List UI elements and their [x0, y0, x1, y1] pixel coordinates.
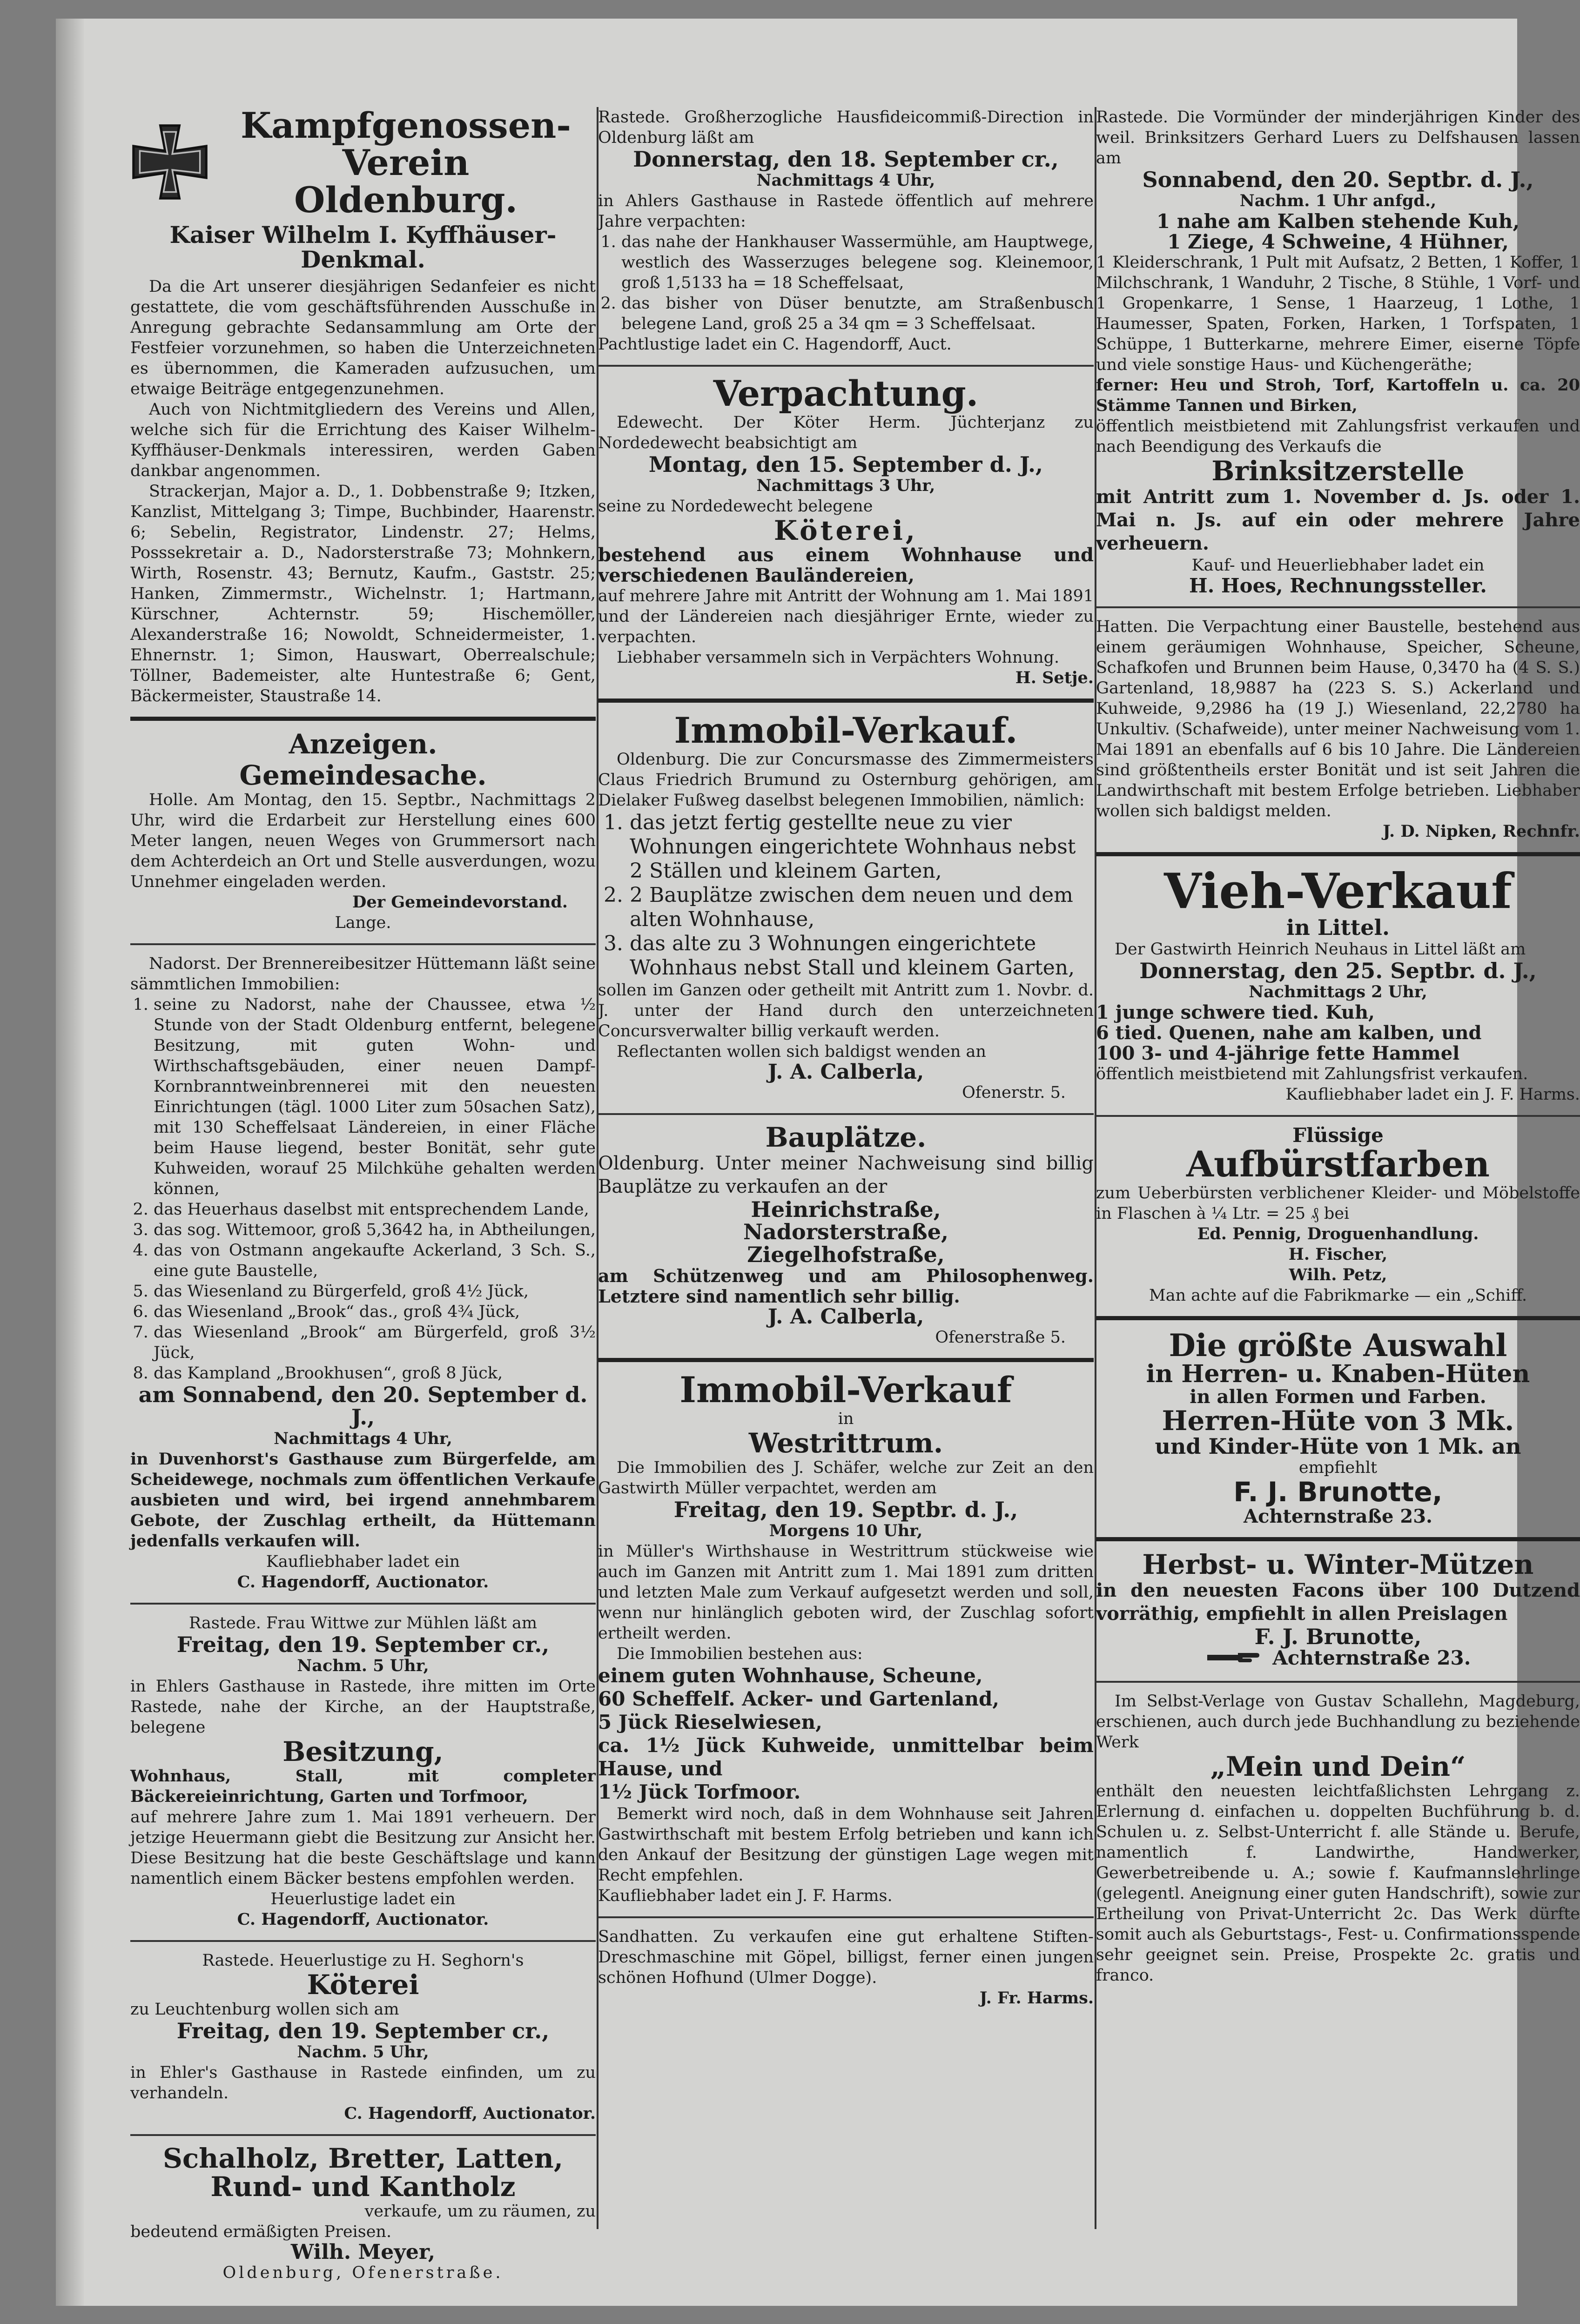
ad-text: sollen im Ganzen oder getheilt mit Antritt zum 1. Novbr. d. J. unter der Hand durch den unterzeichneten Concursverwalter billig verkauft werden.	[598, 981, 1094, 1041]
ad-text: in den neuesten Facons über 100 Dutzend vorräthig, empfiehlt in allen Preislagen	[1096, 1579, 1580, 1625]
ad-date: Donnerstag, den 18. September cr.,	[633, 147, 1059, 172]
ad-gemeindesache	[130, 730, 596, 933]
ad-signature: Kaufliebhaber ladet ein J. F. Harms.	[598, 1886, 893, 1905]
ad-heading: in Littel.	[1286, 915, 1390, 940]
list-item: 1. das nahe der Hankhauser Wassermühle, am Hauptwege, westlich des Wasserzuges belegene sog. Kleinemoor, groß 1,5133 ha = 18 Scheffelsaat,	[621, 232, 1094, 293]
ad-text: Rastede. Frau Wittwe zur Mühlen läßt am	[188, 1613, 538, 1632]
ad-huete	[1096, 1327, 1580, 1527]
ad-text: Sandhatten. Zu verkaufen eine gut erhaltene Stiften-Dreschmaschine mit Göpel, billigst, ferner einen jungen schönen Hofhund (Ulmer Dogge).	[598, 1927, 1094, 1987]
ad-signature: Der Gemeindevorstand.	[352, 893, 568, 912]
ad-text: empfiehlt	[1298, 1458, 1378, 1477]
list-item: 3. das sog. Wittemoor, groß 5,3642 ha, in Abtheilungen,	[154, 1220, 596, 1240]
ad-pretitle: Flüssige	[1292, 1123, 1384, 1147]
ad-text: bestehend aus einem Wohnhause und verschiedenen Bauländereien,	[598, 544, 1094, 587]
ad-text: ferner: Heu und Stroh, Torf, Kartoffeln u. ca. 20 Stämme Tannen und Birken,	[1096, 376, 1580, 416]
ad-text: Rastede. Großherzogliche Hausfideicommiß-Direction in Oldenburg läßt am	[598, 108, 1094, 147]
divider	[130, 2134, 596, 2136]
ad-title: Vieh-Verkauf	[1164, 862, 1512, 920]
ad-signature: J. D. Nipken, Rechnfr.	[1383, 822, 1580, 841]
list-item: 1½ Jück Torfmoor.	[598, 1780, 801, 1803]
ad-rastede-koeterei	[130, 1950, 596, 2124]
ad-time: Nachm. 5 Uhr,	[297, 1656, 429, 1676]
ad-address: Oldenburg, Ofenerstraße.	[222, 2263, 504, 2282]
ad-text: Man achte auf die Fabrikmarke — ein „Schiff.	[1149, 1286, 1527, 1305]
ad-title: Immobil-Verkauf	[679, 1369, 1012, 1411]
column-right	[1096, 107, 1580, 2229]
ad-verpachtung	[598, 375, 1094, 688]
list-item: 5. das Wiesenland zu Bürgerfeld, groß 4½ Jück,	[154, 1281, 596, 1302]
list-item: 6. das Wiesenland „Brook“ das., groß 4¾ Jück,	[154, 1302, 596, 1322]
ad-heading: Westrittrum.	[748, 1427, 943, 1459]
ad-text: Wohnhaus, Stall, mit completer Bäckereieinrichtung, Garten und Torfmoor,	[130, 1766, 596, 1806]
ad-text: mit Antritt zum 1. November d. Js. oder 1. Mai n. Js. auf ein oder mehrere Jahre verheuern.	[1096, 486, 1580, 555]
list-item: 1 nahe am Kalben stehende Kuh,	[1156, 210, 1520, 233]
ad-text: bedeutend ermäßigten Preisen.	[130, 2222, 392, 2241]
ad-text: Holle. Am Montag, den 15. Septbr., Nachmittags 2 Uhr, wird die Erdarbeit zur Herstellung eines 600 Meter langen, neuen Weges von Grummersort nach dem Achterdeich an Ort und Stelle ausverdungen, wozu Unnehmer eingeladen werden.	[130, 791, 596, 892]
ad-title: Gemeindesache.	[239, 759, 487, 792]
divider	[598, 699, 1094, 703]
ad-date: Donnerstag, den 25. Septbr. d. J.,	[1139, 958, 1537, 983]
ad-heading: Herren-Hüte von 3 Mk.	[1162, 1404, 1514, 1437]
ad-text: Rastede. Die Vormünder der minderjährigen Kinder des weil. Brinksitzers Gerhard Luers zu Delfshausen lassen am	[1096, 108, 1580, 168]
divider	[1096, 1115, 1580, 1117]
ad-text: verkaufe, um zu räumen, zu	[364, 2202, 596, 2221]
ad-text: zu Leuchtenburg wollen sich am	[130, 2000, 399, 2019]
ad-address: Achternstraße 23.	[1244, 1505, 1432, 1527]
divider	[1096, 852, 1580, 856]
divider	[598, 1113, 1094, 1115]
ad-title: Aufbürstfarben	[1186, 1143, 1490, 1185]
street-name: Nadorsterstraße,	[743, 1219, 948, 1245]
ad-time: Nachmittags 2 Uhr,	[1249, 982, 1427, 1001]
ad-signature: H. Setje.	[1015, 668, 1094, 688]
ad-date: Freitag, den 19. Septbr. d. J.,	[673, 1497, 1018, 1522]
ad-text: enthält den neuesten leichtfaßlichsten Lehrgang z. Erlernung d. einfachen u. doppelten Buchführung b. d. Schulen u. z. Selbst-Unterricht f. alle Stände u. Berufe, namentlich f. Landwirthe, Handwerker, Gewerbetreibende u. A.; sowie f. Kaufmannslehrlinge (gelegentl. Aneignung einer guten Handschrift), sowie zur Ertheilung von Privat-Unterricht 2c. Das Werk dürfte somit auch als Geburtstags-, Fest- u. Confirmationsspende sehr geeignet sein. Preise, Prospekte 2c. gratis und franco.	[1096, 1781, 1580, 1985]
ad-text: öffentlich meistbietend mit Zahlungsfrist verkaufen und nach Beendigung des Verkaufs die	[1096, 417, 1580, 457]
ad-signature: Lange.	[335, 913, 391, 933]
ad-title: Rund- und Kantholz	[210, 2171, 516, 2203]
ad-title: Bauplätze.	[765, 1122, 927, 1154]
ad-signature: F. J. Brunotte,	[1254, 1624, 1422, 1649]
list-item: 5 Jück Rieselwiesen,	[598, 1710, 822, 1733]
divider	[1096, 1681, 1580, 1683]
list-item: einem guten Wohnhause, Scheune,	[598, 1664, 983, 1687]
ad-heading: Köterei,	[773, 515, 918, 547]
ad-sandhatten	[598, 1927, 1094, 2008]
section-title: Anzeigen.	[289, 728, 437, 760]
ad-heading: in Herren- u. Knaben-Hüten	[1146, 1360, 1530, 1389]
ad-text: in Duvenhorst's Gasthause zum Bürgerfelde, am Scheidewege, nochmals zum öffentlichen Verkaufe ausbieten und wird, bei irgend annehmbarem Gebote, der Zuschlag ertheilt, da Hüttemann jedenfalls verkaufen will.	[130, 1449, 596, 1551]
divider	[598, 365, 1094, 367]
column-left	[130, 105, 596, 2282]
divider	[598, 1358, 1094, 1362]
ad-immobil-verkauf-oldenburg	[598, 712, 1094, 1103]
list-item: 2. das bisher von Düser benutzte, am Straßenbusch belegene Land, groß 25 a 34 qm = 3 Scheffelsaat.	[621, 293, 1094, 334]
list-item: 60 Scheffelf. Acker- und Gartenland,	[598, 1687, 999, 1710]
newspaper-page	[56, 19, 1580, 2306]
ad-text: in Ahlers Gasthause in Rastede öffentlich auf mehrere Jahre verpachten:	[598, 192, 1094, 231]
kv-paragraph: Auch von Nichtmitgliedern des Vereins und Allen, welche sich für die Errichtung des Kaiser Wilhelm-Kyffhäuser-Denkmals interessiren, werden Gaben dankbar angenommen.	[130, 400, 596, 481]
ad-text: Oldenburg. Unter meiner Nachweisung sind billig Bauplätze zu verkaufen an der	[598, 1152, 1094, 1197]
divider	[130, 717, 596, 721]
list-item: ca. 1½ Jück Kuhweide, unmittelbar beim Hause, und	[598, 1733, 1094, 1780]
ad-text: in	[838, 1409, 854, 1428]
ad-kampfgenossen	[130, 107, 596, 706]
ad-text: am Schützenweg und am Philosophenweg. Letztere sind namentlich sehr billig.	[598, 1265, 1094, 1307]
list-item: 7. das Wiesenland „Brook“ am Bürgerfeld, groß 3½ Jück,	[154, 1322, 596, 1363]
ad-signature: H. Hoes, Rechnungssteller.	[1189, 574, 1487, 598]
kv-subtitle: Kaiser Wilhelm I. Kyffhäuser-Denkmal.	[169, 221, 557, 273]
ad-time: Nachmittags 3 Uhr,	[756, 476, 935, 496]
ad-text: Bemerkt wird noch, daß in dem Wohnhause seit Jahren Gastwirthschaft mit bestem Erfolg betrieben und kann ich den Ankauf der Besitzung der günstigen Lage wegen mit Recht empfehlen.	[598, 1804, 1094, 1885]
ad-mein-und-dein	[1096, 1691, 1580, 1986]
kv-title: Kampfgenossen-Verein	[241, 105, 571, 183]
divider	[1096, 1537, 1580, 1541]
ad-schalholz	[130, 2144, 596, 2283]
column-middle	[598, 107, 1094, 2229]
ad-hausfideicommiss	[598, 107, 1094, 355]
ad-address: Ofenerstr. 5.	[962, 1083, 1066, 1102]
ad-heading: Brinksitzerstelle	[1211, 455, 1465, 487]
ad-date: Sonnabend, den 20. Septbr. d. J.,	[1142, 167, 1534, 192]
ad-heading: Besitzung,	[282, 1736, 444, 1768]
ad-text: Die Immobilien bestehen aus:	[617, 1644, 863, 1663]
ad-text: auf mehrere Jahre mit Antritt der Wohnung am 1. Mai 1891 und der Ländereien nach diesjähriger Ernte, wieder zu verpachten.	[598, 587, 1094, 647]
ad-text: Edewecht. Der Köter Herm. Jüchterjanz zu Nordedewecht beabsichtigt am	[598, 413, 1094, 453]
list-item: 100 3- und 4-jährige fette Hammel	[1096, 1042, 1460, 1064]
ad-address: Achternstraße 23.	[1272, 1646, 1471, 1669]
pointing-hand-icon	[1205, 1648, 1261, 1671]
list-item: 1 Ziege, 4 Schweine, 4 Hühner,	[1167, 230, 1509, 254]
street-name: Heinrichstraße,	[751, 1196, 941, 1222]
iron-cross-icon	[130, 122, 209, 203]
list-item: 2. das Heuerhaus daselbst mit entsprechendem Lande,	[154, 1199, 596, 1220]
ad-title: Herbst- u. Winter-Mützen	[1142, 1548, 1534, 1580]
ad-luers	[1096, 107, 1580, 596]
ad-date: Freitag, den 19. September cr.,	[176, 1632, 550, 1657]
ad-muetzen	[1096, 1548, 1580, 1671]
ad-title: Verpachtung.	[713, 373, 979, 415]
ad-text: Heuerlustige ladet ein	[270, 1889, 456, 1908]
list-item: 2. 2 Bauplätze zwischen dem neuen und dem alten Wohnhause,	[630, 883, 1094, 932]
ad-nadorst	[130, 954, 596, 1592]
ad-heading: in allen Formen und Farben.	[1190, 1385, 1486, 1408]
ad-text: in Ehlers Gasthause in Rastede, ihre mitten im Orte Rastede, nahe der Kirche, an der Hauptstraße, belegene	[130, 1677, 596, 1737]
property-list	[598, 232, 1094, 334]
list-item: 4. das von Ostmann angekaufte Ackerland, 3 Sch. S., eine gute Baustelle,	[154, 1240, 596, 1281]
ad-signature: Wilh. Meyer,	[290, 2240, 436, 2264]
list-item: 1 junge schwere tied. Kuh,	[1096, 1001, 1375, 1023]
ad-text: öffentlich meistbietend mit Zahlungsfrist verkaufen.	[1096, 1064, 1528, 1083]
ad-title: „Mein und Dein“	[1210, 1750, 1466, 1782]
list-item: 1. das jetzt fertig gestellte neue zu vier Wohnungen eingerichtete Wohnhaus nebst 2 Ställen und kleinem Garten,	[630, 811, 1094, 883]
street-name: Ziegelhofstraße,	[747, 1242, 945, 1267]
ad-text: 1 Kleiderschrank, 1 Pult mit Aufsatz, 2 Betten, 1 Koffer, 1 Milchschrank, 1 Wanduhr, 2 Tische, 8 Stühle, 1 Vorf- und 1 Gropenkarre, 1 Sense, 1 Haarzeug, 1 Lothe, 1 Haumesser, Spaten, Forken, Harken, 1 Torfspaten, 1 Schüppe, 1 Butterkarne, mehrere Eimer, eiserne Töpfe und viele sonstige Haus- und Küchengeräthe;	[1096, 253, 1580, 375]
divider	[130, 1603, 596, 1605]
ad-rastede-muehlen	[130, 1613, 596, 1930]
list-item: 3. das alte zu 3 Wohnungen eingerichtete Wohnhaus nebst Stall und kleinem Garten,	[630, 932, 1094, 980]
ad-time: Nachmittags 4 Uhr,	[756, 171, 935, 190]
ad-signature: C. Hagendorff, Auctionator.	[237, 1572, 489, 1592]
ad-date: Montag, den 15. September d. J.,	[648, 452, 1043, 477]
ad-text: Liebhaber versammeln sich in Verpächters Wohnung.	[617, 648, 1060, 667]
ad-signature: H. Fischer,	[1288, 1244, 1388, 1264]
ad-time: Nachmittags 4 Uhr,	[274, 1429, 452, 1448]
ad-title: Die größte Auswahl	[1169, 1327, 1507, 1364]
ad-text: Hatten. Die Verpachtung einer Baustelle, bestehend aus einem geräumigen Wohnhause, Speicher, Scheune, Schafkofen und Brunnen beim Hause, 0,3470 ha (4 S. S.) Gartenland, 18,9887 ha (223 S. S.) Ackerland und Kuhweide, 9,2986 ha (19 J.) Wiesenland, 22,2780 ha Unkultiv. (Schafweide), unter meiner Nachweisung vom 1. Mai 1891 an ebenfalls auf 6 bis 10 Jahre. Die Ländereien sind größtentheils erster Bonität und ist seit Jahren die Landwirthschaft mit bestem Erfolge betrieben. Liebhaber wollen sich baldigst melden.	[1096, 618, 1580, 821]
ad-text: Nadorst. Der Brennereibesitzer Hüttemann läßt seine sämmtlichen Immobilien:	[130, 954, 596, 994]
ad-date: am Sonnabend, den 20. September d. J.,	[138, 1382, 588, 1430]
ad-immobil-verkauf-westrittrum	[598, 1371, 1094, 1906]
ad-text: Rastede. Heuerlustige zu H. Seghorn's	[202, 1951, 524, 1970]
ad-signature: J. A. Calberla,	[767, 1304, 924, 1329]
divider	[1096, 606, 1580, 608]
ad-signature: Pachtlustige ladet ein C. Hagendorff, Auct.	[598, 335, 952, 354]
ad-signature: C. Hagendorff, Auctionator.	[237, 1909, 489, 1929]
ad-heading: Köterei	[307, 1968, 419, 2001]
ad-heading: und Kinder-Hüte von 1 Mk. an	[1155, 1433, 1521, 1459]
ad-signature: F. J. Brunotte,	[1233, 1476, 1443, 1508]
ad-text: Im Selbst-Verlage von Gustav Schallehn, Magdeburg, erschienen, auch durch jede Buchhandlung zu beziehende Werk	[1096, 1692, 1580, 1752]
kv-title-city: Oldenburg.	[294, 179, 518, 221]
ad-address: Ofenerstraße 5.	[935, 1328, 1066, 1347]
ad-text: Kaufliebhaber ladet ein	[266, 1552, 460, 1571]
ad-date: Freitag, den 19. September cr.,	[176, 2018, 550, 2043]
ad-signature: Kaufliebhaber ladet ein J. F. Harms.	[1285, 1085, 1580, 1104]
ad-signature: Ed. Pennig, Droguenhandlung.	[1197, 1224, 1479, 1243]
property-list	[598, 811, 1094, 980]
ad-title: Schalholz, Bretter, Latten,	[162, 2143, 564, 2175]
divider	[130, 1940, 596, 1942]
ad-text: Oldenburg. Die zur Concursmasse des Zimmermeisters Claus Friedrich Brumund zu Osternburg gehörigen, am Dielaker Fußweg daselbst belegenen Immobilien, nämlich:	[598, 750, 1094, 810]
kv-paragraph: Da die Art unserer diesjährigen Sedanfeier es nicht gestattete, die vom geschäftsführenden Ausschuße in Anregung gebrachte Sedansammlung am Orte der Festfeier vorzunehmen, so haben die Unterzeichneten es übernommen, die Kameraden aufzusuchen, um etwaige Beiträge entgegenzunehmen.	[130, 277, 596, 399]
ad-aufbuerstfarben	[1096, 1125, 1580, 1306]
ad-time: Nachm. 5 Uhr,	[297, 2042, 429, 2062]
divider	[1096, 1316, 1580, 1320]
list-item: 8. das Kampland „Brookhusen“, groß 8 Jück,	[154, 1363, 596, 1384]
ad-signature: Wilh. Petz,	[1289, 1265, 1387, 1284]
list-item: 1. seine zu Nadorst, nahe der Chaussee, etwa ½ Stunde von der Stadt Oldenburg entfernt, belegene Besitzung, mit guten Wohn- und Wirthschaftsgebäuden, einer neuen Dampf-Kornbranntweinbrennerei mit den neuesten Einrichtungen (tägl. 1000 Liter zum 50sachen Satz), mit 130 Scheffelsaat Ländereien, in einer Fläche beim Hause liegend, bester Bonität, sehr gute Kuhweiden, worauf 25 Milchkühe gehalten werden können,	[154, 994, 596, 1199]
ad-bauplaetze	[598, 1123, 1094, 1348]
property-list	[130, 994, 596, 1384]
list-item: 6 tied. Quenen, nahe am kalben, und	[1096, 1021, 1482, 1044]
ad-hatten	[1096, 617, 1580, 842]
ad-signature: C. Hagendorff, Auctionator.	[344, 2104, 596, 2123]
ad-time: Morgens 10 Uhr,	[769, 1521, 923, 1540]
divider	[598, 1916, 1094, 1918]
ad-title: Immobil-Verkauf.	[674, 710, 1018, 752]
ad-text: Reflectanten wollen sich baldigst wenden an	[617, 1042, 986, 1061]
kv-signatories: Strackerjan, Major a. D., 1. Dobbenstraße 9; Itzken, Kanzlist, Mittelgang 3; Timpe, Buchbinder, Haarenstr. 6; Sebelin, Registrator, Lindenstr. 27; Helms, Posssekretair a. D., Nadorsterstraße 73; Mohnkern, Wirth, Rosenstr. 43; Bernutz, Kaufm., Gaststr. 25; Hanken, Zimmermstr., Wichelnstr. 1; Hartmann, Kürschner, Achternstr. 59; Hischemöller, Alexanderstraße 16; Nowoldt, Schneidermeister, 1. Ehnernstr. 1; Simon, Hauswart, Oberrealschule; Töllner, Bademeister, alte Huntestraße 6; Gent, Bäckermeister, Staustraße 14.	[130, 482, 596, 706]
ad-vieh-verkauf	[1096, 862, 1580, 1105]
ad-signature: J. Fr. Harms.	[979, 1988, 1094, 2008]
ad-text: auf mehrere Jahre zum 1. Mai 1891 verheuern. Der jetzige Heuermann giebt die Besitzung zur Ansicht her. Diese Besitzung hat die beste Geschäftslage und kann namentlich einem Bäcker bestens empfohlen werden.	[130, 1807, 596, 1888]
ad-text: Die Immobilien des J. Schäfer, welche zur Zeit an den Gastwirth Müller verpachtet, werden am	[598, 1458, 1094, 1498]
ad-text: in Ehler's Gasthause in Rastede einfinden, um zu verhandeln.	[130, 2063, 596, 2103]
ad-text: Der Gastwirth Heinrich Neuhaus in Littel läßt am	[1115, 940, 1526, 959]
ad-text: Kauf- und Heuerliebhaber ladet ein	[1191, 556, 1485, 575]
ad-text: seine zu Nordedewecht belegene	[598, 497, 873, 516]
ad-text: zum Ueberbürsten verblichener Kleider- und Möbelstoffe in Flaschen à ¼ Ltr. = 25 ₰ bei	[1096, 1183, 1580, 1223]
divider	[130, 943, 596, 945]
ad-text: in Müller's Wirthshause in Westrittrum stückweise wie auch im Ganzen mit Antritt zum 1. Mai 1891 zum dritten und letzten Male zum Verkauf aufgesetzt werden und soll, wenn nur hinlänglich geboten wird, der Zuschlag sofort ertheilt werden.	[598, 1542, 1094, 1643]
ad-time: Nachm. 1 Uhr anfgd.,	[1239, 191, 1437, 211]
ad-signature: J. A. Calberla,	[767, 1060, 924, 1084]
